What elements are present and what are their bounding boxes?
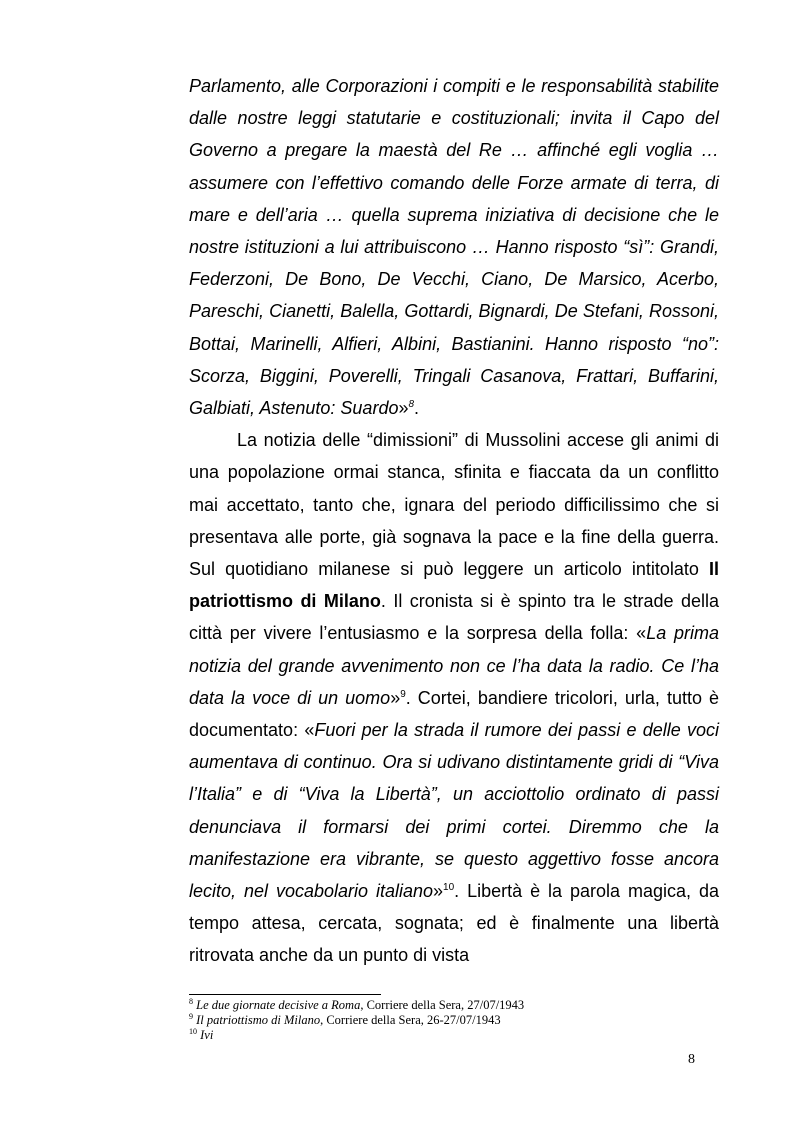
- footnote-title: Il patriottismo di Milano: [196, 1013, 321, 1027]
- text-run: . Libertà è la parola magica, da tempo attesa, cercata, sognata; ed è finalmente una libertà ritrovata anche da un punto di vista: [189, 881, 719, 966]
- footnotes: [189, 998, 719, 1043]
- footnote-number: 10: [189, 1026, 197, 1036]
- footnote-source: , Corriere della Sera, 26-27/07/1943: [320, 1013, 501, 1027]
- text-run: La notizia delle “dimissioni” di Mussolini accese gli animi di una popolazione ormai stanca, sfinita e fiaccata da un conflitto mai accettato, tanto che, ignara del periodo difficilissimo che si presentava alle porte, già sognava la pace e la fine della guerra. Sul quotidiano milanese si può leggere un articolo intitolato: [189, 430, 719, 580]
- footnote-title: Le due giornate decisive a Roma: [196, 998, 361, 1012]
- quotation-text: Parlamento, alle Corporazioni i compiti e le responsabilità stabilite dalle nostre leggi statutarie e costituzionali; invita il Capo del Governo a pregare la maestà del Re … affinché egli voglia … assumere con l’effettivo comando delle Forze armate di terra, di mare e dell’aria … quella suprema iniziativa di decisione che le nostre istituzioni a lui attribuiscono … Hanno risposto “sì”: Grandi, Federzoni, De Bono, De Vecchi, Ciano, De Marsico, Acerbo, Pareschi, Cianetti, Balella, Gottardi, Bignardi, De Stefani, Rossoni, Bottai, Marinelli, Alfieri, Albini, Bastianini. Hanno risposto “no”: Scorza, Biggini, Poverelli, Tringali Casanova, Frattari, Buffarini, Galbiati, Astenuto: Suardo: [189, 76, 719, 419]
- footnote-number: 8: [189, 996, 193, 1006]
- quotation-text: Fuori per la strada il rumore dei passi e delle voci aumentava di continuo. Ora si udivano distintamente gridi di “Viva l’Italia” e di “Viva la Libertà”, un acciottolio ordinato di passi denunciava il formarsi dei primi cortei. Diremmo che la manifestazione era vibrante, se questo aggettivo fosse ancora lecito, nel vocabolario italiano: [189, 720, 719, 902]
- page-number: 8: [688, 1052, 695, 1067]
- footnote-ref-9: 9: [400, 688, 406, 700]
- footnote-ref-10: 10: [443, 882, 455, 894]
- paragraph-main: [189, 424, 719, 971]
- closing-guillemet: »: [398, 398, 409, 419]
- closing-guillemet: »: [390, 687, 401, 708]
- footnote-number: 9: [189, 1011, 193, 1021]
- footnote-item: [189, 1028, 719, 1043]
- footnote-source: , Corriere della Sera, 27/07/1943: [360, 998, 525, 1012]
- text-run: . Cortei, bandiere tricolori, urla, tutto è documentato: «: [189, 687, 719, 741]
- closing-guillemet: »: [433, 881, 444, 902]
- article-title: Il patriottismo di Milano: [189, 559, 719, 612]
- paragraph-quote: [189, 70, 719, 424]
- period: .: [414, 398, 420, 419]
- footnote-separator: [189, 994, 381, 995]
- body-text: [189, 70, 719, 972]
- footnote-ref-8: 8: [408, 399, 415, 411]
- quotation-text: La prima notizia del grande avvenimento non ce l’ha data la radio. Ce l’ha data la voce di un uomo: [189, 623, 719, 708]
- text-run: . Il cronista si è spinto tra le strade della città per vivere l’entusiasmo e la sorpresa della folla: «: [189, 591, 720, 644]
- footnote-title: Ivi: [200, 1028, 214, 1042]
- footnote-item: [189, 998, 719, 1013]
- footnote-item: [189, 1013, 719, 1028]
